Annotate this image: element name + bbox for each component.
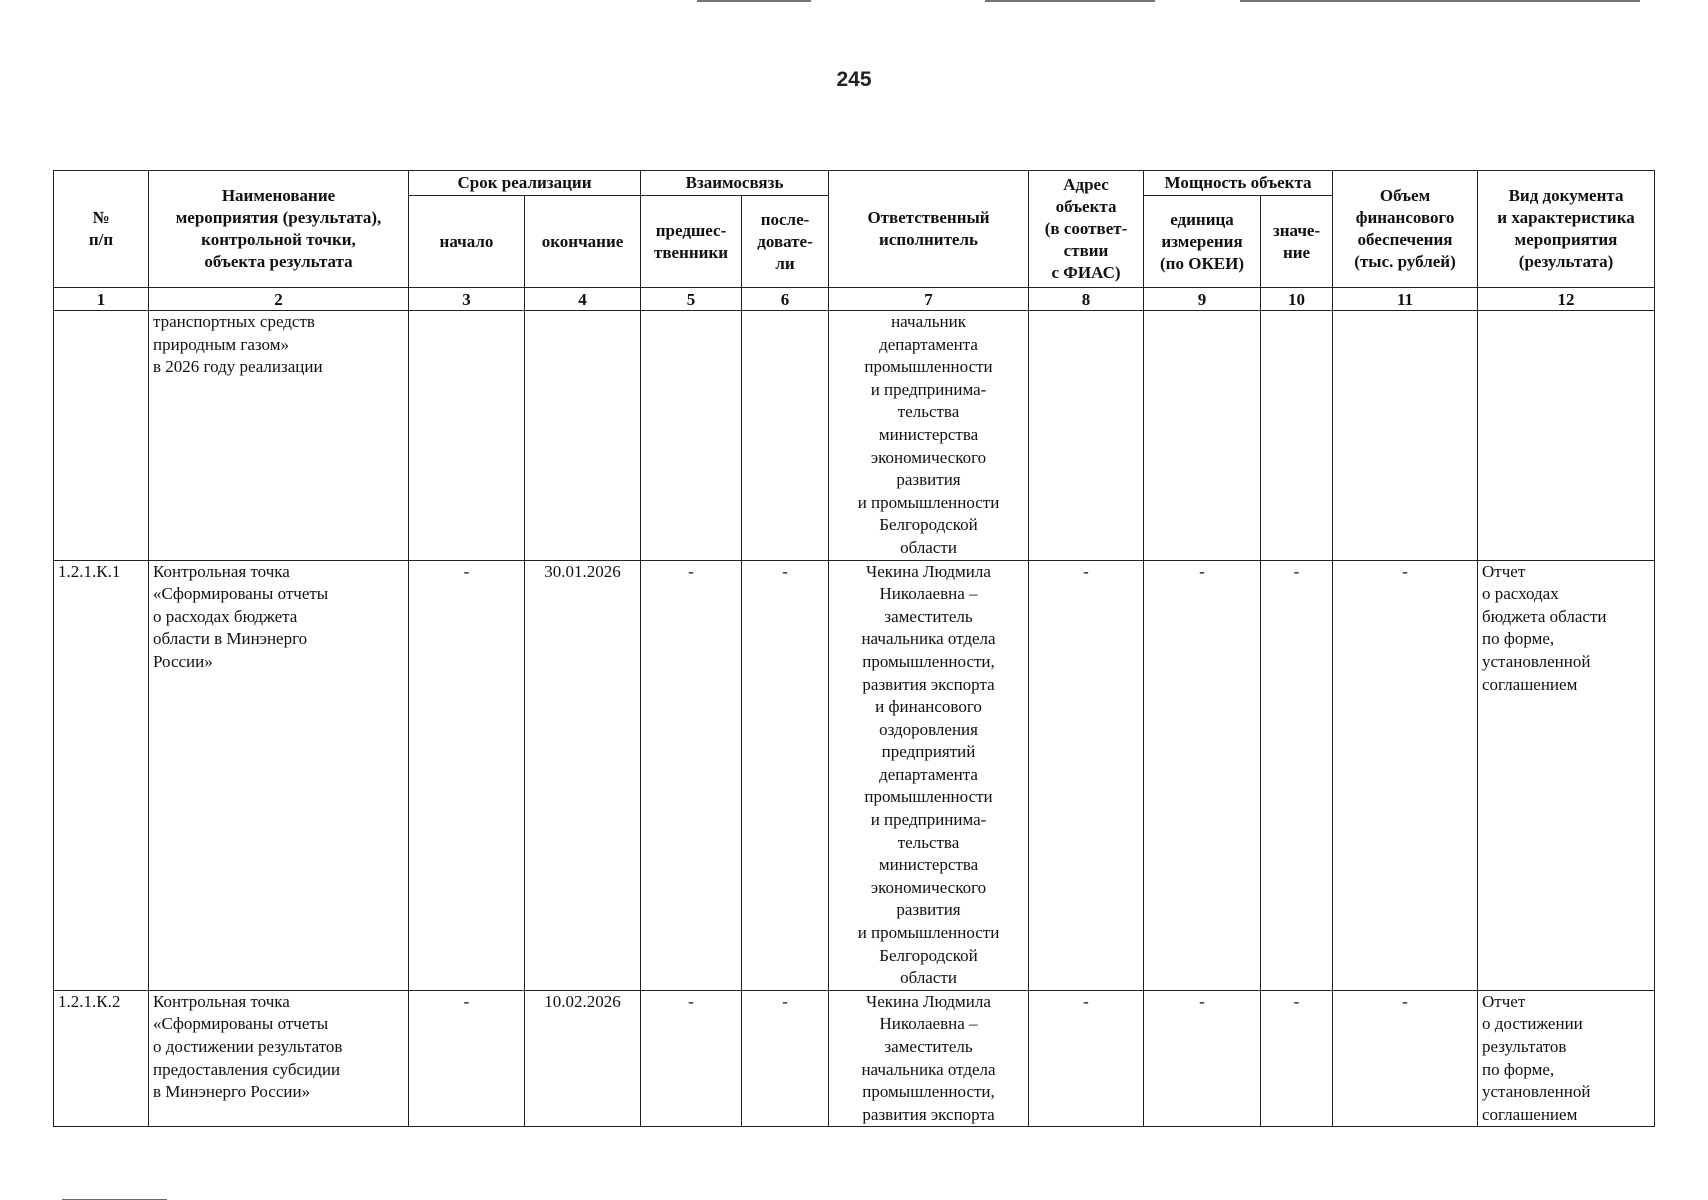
row-value: - <box>1261 560 1333 990</box>
row-end <box>525 311 641 561</box>
table-row <box>54 990 1655 1127</box>
row-value: - <box>1261 990 1333 1127</box>
row-address: - <box>1029 990 1144 1127</box>
header-start: начало <box>409 196 525 288</box>
header-responsible: Ответственный исполнитель <box>829 171 1029 288</box>
row-responsible: начальник департамента промышленности и предпринима- тельства министерства экономического развития и промышленности Белгородской области <box>829 311 1029 561</box>
row-doc-type <box>1478 311 1655 561</box>
row-funding: - <box>1333 990 1478 1127</box>
events-table <box>53 170 1655 1127</box>
row-successors: - <box>742 560 829 990</box>
column-number: 3 <box>409 288 525 311</box>
column-number: 11 <box>1333 288 1478 311</box>
header-funding: Объем финансового обеспечения (тыс. рублей) <box>1333 171 1478 288</box>
column-number-row <box>54 288 1655 311</box>
row-unit: - <box>1144 560 1261 990</box>
row-address <box>1029 311 1144 561</box>
header-row-top <box>54 171 1655 196</box>
row-end: 10.02.2026 <box>525 990 641 1127</box>
header-predecessors: предшес- твенники <box>641 196 742 288</box>
row-number: 1.2.1.К.1 <box>54 560 149 990</box>
row-doc-type: Отчет о расходах бюджета области по форме, установленной соглашением <box>1478 560 1655 990</box>
row-doc-type: Отчет о достижении результатов по форме, установленной соглашением <box>1478 990 1655 1127</box>
header-value: значе- ние <box>1261 196 1333 288</box>
row-responsible: Чекина Людмила Николаевна – заместитель начальника отдела промышленности, развития экспорта <box>829 990 1029 1127</box>
scan-top-rule <box>1240 0 1640 2</box>
row-predecessors <box>641 311 742 561</box>
header-doc-type: Вид документа и характеристика мероприятия (результата) <box>1478 171 1655 288</box>
row-end: 30.01.2026 <box>525 560 641 990</box>
row-number: 1.2.1.К.2 <box>54 990 149 1127</box>
row-unit <box>1144 311 1261 561</box>
scan-top-rule <box>697 0 811 2</box>
table-row <box>54 311 1655 561</box>
scan-top-rule <box>985 0 1155 2</box>
row-funding: - <box>1333 560 1478 990</box>
row-name: Контрольная точка «Сформированы отчеты о расходах бюджета области в Минэнерго России» <box>149 560 409 990</box>
column-number: 9 <box>1144 288 1261 311</box>
row-start: - <box>409 990 525 1127</box>
header-end: окончание <box>525 196 641 288</box>
column-number: 1 <box>54 288 149 311</box>
column-number: 7 <box>829 288 1029 311</box>
row-funding <box>1333 311 1478 561</box>
column-number: 10 <box>1261 288 1333 311</box>
header-num: № п/п <box>54 171 149 288</box>
table-row <box>54 560 1655 990</box>
column-number: 8 <box>1029 288 1144 311</box>
header-unit: единица измерения (по ОКЕИ) <box>1144 196 1261 288</box>
column-number: 4 <box>525 288 641 311</box>
row-value <box>1261 311 1333 561</box>
row-predecessors: - <box>641 560 742 990</box>
row-number <box>54 311 149 561</box>
column-number: 6 <box>742 288 829 311</box>
row-name: Контрольная точка «Сформированы отчеты о достижении результатов предоставления субсидии в Минэнерго России» <box>149 990 409 1127</box>
header-relation: Взаимосвязь <box>641 171 829 196</box>
row-successors <box>742 311 829 561</box>
row-name: транспортных средств природным газом» в 2026 году реализации <box>149 311 409 561</box>
header-successors: после- довате- ли <box>742 196 829 288</box>
row-responsible: Чекина Людмила Николаевна – заместитель начальника отдела промышленности, развития экспорта и финансового оздоровления предприятий департамента промышленности и предпринима- тельства министерства экономического развития и промышленности Белгородской области <box>829 560 1029 990</box>
row-successors: - <box>742 990 829 1127</box>
column-number: 12 <box>1478 288 1655 311</box>
header-period: Срок реализации <box>409 171 641 196</box>
page-number: 245 <box>836 68 872 91</box>
row-unit: - <box>1144 990 1261 1127</box>
header-name: Наименование мероприятия (результата), контрольной точки, объекта результата <box>149 171 409 288</box>
column-number: 2 <box>149 288 409 311</box>
row-predecessors: - <box>641 990 742 1127</box>
row-address: - <box>1029 560 1144 990</box>
column-number: 5 <box>641 288 742 311</box>
row-start <box>409 311 525 561</box>
header-address: Адрес объекта (в соответ- ствии с ФИАС) <box>1029 171 1144 288</box>
row-start: - <box>409 560 525 990</box>
header-capacity: Мощность объекта <box>1144 171 1333 196</box>
